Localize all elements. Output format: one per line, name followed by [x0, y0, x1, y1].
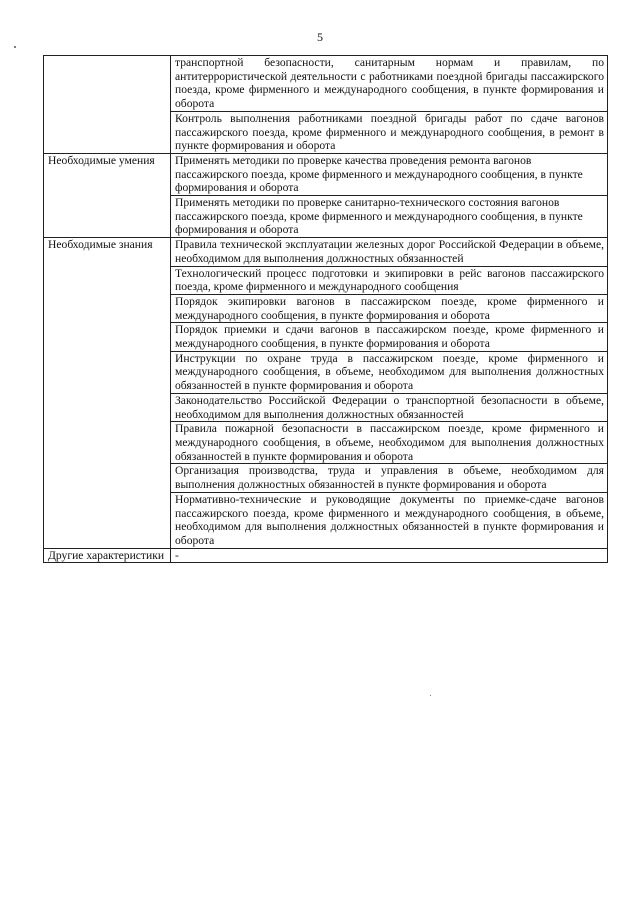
- table-cell: Организация производства, труда и управления в объеме, необходимом для выполнения должностных обязанностей в пункте формирования и оборота: [171, 464, 608, 492]
- table-cell: Правила технической эксплуатации железных дорог Российской Федерации в объеме, необходимом для выполнения должностных обязанностей: [171, 238, 608, 266]
- table-cell: -: [171, 548, 608, 563]
- scan-speck: [14, 46, 16, 48]
- table-row: [44, 548, 608, 563]
- row-label-knowledge: Необходимые знания: [44, 238, 171, 548]
- table-cell: транспортной безопасности, санитарным нормам и правилам, по антитеррористической деятельности с работниками поездной бригады пассажирского поезда, кроме фирменного и международного сообщения, в пункте формирования и оборота: [171, 56, 608, 112]
- row-label-skills: Необходимые умения: [44, 153, 171, 237]
- table-cell: Порядок экипировки вагонов в пассажирском поезде, кроме фирменного и международного сообщения, в пункте формирования и оборота: [171, 294, 608, 322]
- row-label-other: Другие характеристики: [44, 548, 171, 563]
- table-cell: Законодательство Российской Федерации о транспортной безопасности в объеме, необходимом для выполнения должностных обязанностей: [171, 393, 608, 421]
- table-cell: Правила пожарной безопасности в пассажирском поезде, кроме фирменного и международного сообщения, в объеме, необходимом для выполнения должностных обязанностей в пункте формирования и оборота: [171, 422, 608, 464]
- table-cell: Контроль выполнения работниками поездной бригады работ по сдаче вагонов пассажирского поезда, кроме фирменного и международного сообщения, в ремонт в пункте формирования и оборота: [171, 111, 608, 153]
- table-row: [44, 153, 608, 195]
- table-cell: Нормативно-технические и руководящие документы по приемке-сдаче вагонов пассажирского поезда, кроме фирменного и международного сообщения, в объеме, необходимом для выполнения должностных обязанностей в пункте формирования и оборота: [171, 492, 608, 548]
- scan-speck: [430, 695, 431, 696]
- table-cell: Порядок приемки и сдачи вагонов в пассажирском поезде, кроме фирменного и международного сообщения, в пункте формирования и оборота: [171, 323, 608, 351]
- requirements-table: [43, 55, 608, 563]
- table-cell: Инструкции по охране труда в пассажирском поезде, кроме фирменного и международного сообщения, в объеме, необходимом для выполнения должностных обязанностей в пункте формирования и оборота: [171, 351, 608, 393]
- empty-label-cell: [44, 56, 171, 154]
- table-cell: Применять методики по проверке качества проведения ремонта вагонов пассажирского поезда, кроме фирменного и международного сообщения, в пункте формирования и оборота: [171, 153, 608, 195]
- page-number: 5: [317, 30, 323, 44]
- table-cell: Технологический процесс подготовки и экипировки в рейс вагонов пассажирского поезда, кроме фирменного и международного сообщения: [171, 266, 608, 294]
- table-cell: Применять методики по проверке санитарно-технического состояния вагонов пассажирского поезда, кроме фирменного и международного сообщения, в пункте формирования и оборота: [171, 196, 608, 238]
- table-row: [44, 238, 608, 266]
- table-row: [44, 56, 608, 112]
